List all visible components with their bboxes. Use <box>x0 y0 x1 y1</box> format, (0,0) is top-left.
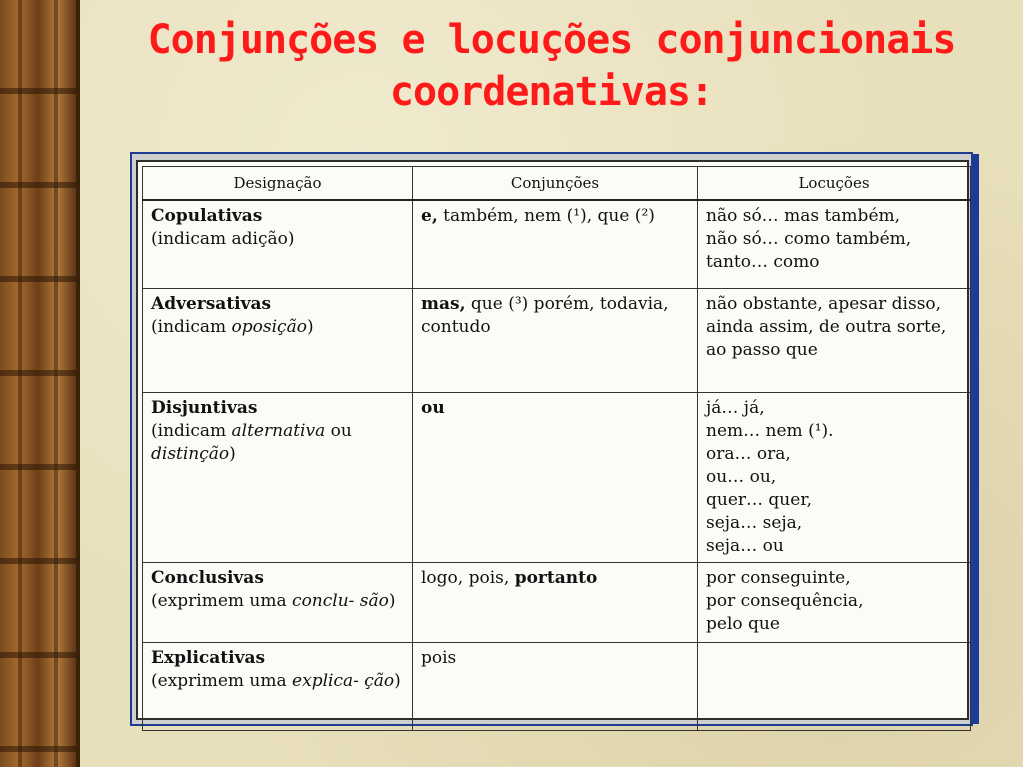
category-name: Explicativas <box>151 647 266 668</box>
conjunction-bold: ou <box>421 397 445 418</box>
conjunctions-cell <box>413 642 698 730</box>
title-line-2: coordenativas: <box>389 69 714 115</box>
list-item: quer… quer, <box>706 489 812 510</box>
conjunction-text: também, nem (¹), que (²) <box>437 206 655 226</box>
table-row <box>143 288 971 392</box>
category-description: (indicam alternativa ou distinção) <box>151 420 352 464</box>
list-item: nem… nem (¹). <box>706 420 834 441</box>
conjunction-bold: e, <box>421 206 438 226</box>
list-item: não só… mas também, <box>706 206 901 226</box>
list-item: ora… ora, <box>706 443 791 464</box>
table-row <box>143 642 971 730</box>
list-item: não só… como também, <box>706 229 912 249</box>
category-description: (indicam adição) <box>151 229 295 249</box>
category-name: Conclusivas <box>151 567 264 588</box>
designation-cell <box>143 288 413 392</box>
header-conjuncoes: Conjunções <box>413 167 698 201</box>
conjunctions-cell <box>413 392 698 562</box>
category-name: Disjuntivas <box>151 397 258 418</box>
conjunction-text: logo, pois, <box>421 567 515 588</box>
locutions-cell <box>698 392 971 562</box>
conjunction-bold: mas, <box>421 293 466 314</box>
locutions-cell <box>698 642 971 730</box>
table-row <box>143 562 971 642</box>
designation-cell <box>143 642 413 730</box>
locutions-cell <box>698 562 971 642</box>
locutions-cell <box>698 200 971 288</box>
conjunction-text: pois <box>421 647 457 668</box>
designation-cell <box>143 562 413 642</box>
header-locucoes: Locuções <box>698 167 971 201</box>
category-description: (exprimem uma conclu- são) <box>151 590 396 611</box>
list-item: seja… ou <box>706 535 784 556</box>
list-item: tanto… como <box>706 252 820 272</box>
locutions-cell <box>698 288 971 392</box>
document-page <box>138 162 967 718</box>
conjunction-bold: portanto <box>514 567 598 588</box>
list-item: não obstante, apesar disso, ainda assim, de outra sorte, ao passo que <box>706 293 947 360</box>
document-edge <box>973 154 979 724</box>
category-name: Copulativas <box>151 206 263 226</box>
conjunctions-cell <box>413 562 698 642</box>
conjunctions-table <box>142 166 971 731</box>
list-item: ou… ou, <box>706 466 777 487</box>
decorative-border <box>0 0 76 767</box>
list-item: já… já, <box>706 397 765 418</box>
list-item: seja… seja, <box>706 512 803 533</box>
designation-cell <box>143 200 413 288</box>
scanned-document <box>130 152 973 726</box>
slide-title <box>80 14 1023 118</box>
table-header-row <box>143 167 971 201</box>
conjunctions-cell <box>413 200 698 288</box>
list-item: pelo que <box>706 613 780 634</box>
title-line-1: Conjunções e locuções conjuncionais <box>147 17 956 63</box>
conjunctions-cell <box>413 288 698 392</box>
category-description: (exprimem uma explica- ção) <box>151 670 401 691</box>
table-row <box>143 392 971 562</box>
list-item: por consequência, <box>706 590 864 611</box>
conjunction-text: que (³) porém, todavia, contudo <box>421 293 669 337</box>
table-row <box>143 200 971 288</box>
category-description: (indicam oposição) <box>151 316 314 337</box>
header-designacao: Designação <box>143 167 413 201</box>
designation-cell <box>143 392 413 562</box>
category-name: Adversativas <box>151 293 272 314</box>
list-item: por conseguinte, <box>706 567 851 588</box>
